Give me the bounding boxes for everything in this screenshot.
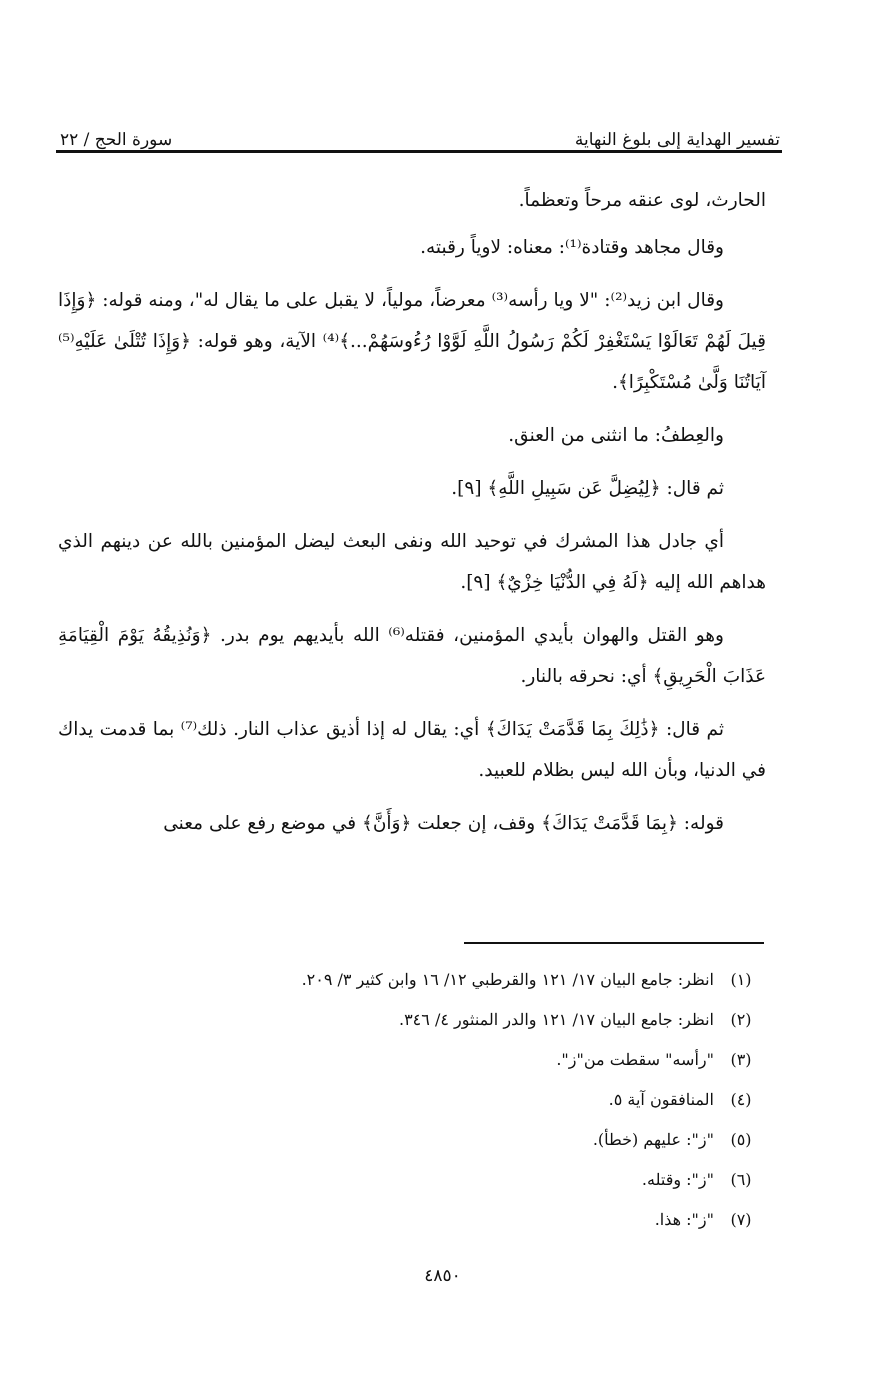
footnote-text: "رأسه" سقطت من"ز". [556, 1050, 714, 1069]
footnote [100, 1160, 768, 1200]
footnotes [100, 960, 768, 1240]
main-text [58, 180, 766, 856]
paragraph: والعِطفُ: ما انثنى من العنق. [508, 425, 724, 446]
footnote-number: (١) [730, 970, 752, 989]
footnote-text: انظر: جامع البيان ١٧/ ١٢١ والدر المنثور ٤/ ٣٤٦. [398, 1010, 714, 1029]
footnote [100, 1120, 768, 1160]
paragraph: أي جادل هذا المشرك في توحيد الله ونفى البعث ليضل المؤمنين بالله عن دينهم الذي هداهم الله إليه ﴿لَهُ فِي الدُّنْيَا خِزْيٌ﴾ [٩]. [58, 531, 766, 593]
surah-reference: سورة الحج / ٢٢ [60, 130, 173, 150]
footnote-number: (٥) [730, 1130, 752, 1149]
header-divider [56, 150, 782, 153]
footnote-divider [464, 942, 764, 944]
footnote-number: (٧) [730, 1210, 752, 1229]
footnote-text: "ز": وقتله. [641, 1170, 714, 1189]
paragraph: وقال ابن زيد⁽²⁾: "لا ويا رأسه⁽³⁾ معرضاً، مولياً، لا يقبل على ما يقال له"، ومنه قوله: ﴿وَإِذَا قِيلَ لَهُمْ تَعَالَوْا يَسْتَغْفِرْ لَكُمْ رَسُولُ اللَّهِ لَوَّوْا رُءُوسَهُمْ...﴾⁽⁴⁾ الآية، وهو قوله: ﴿وَإِذَا تُتْلَىٰ عَلَيْهِ⁽⁵⁾ آيَاتُنَا وَلَّىٰ مُسْتَكْبِرًا﴾. [58, 290, 766, 393]
footnote-text: المنافقون آية ٥. [608, 1090, 714, 1109]
paragraph: ثم قال: ﴿لِيُضِلَّ عَن سَبِيلِ اللَّهِ﴾ [٩]. [451, 478, 724, 499]
paragraph: قوله: ﴿بِمَا قَدَّمَتْ يَدَاكَ﴾ وقف، إن جعلت ﴿وَأَنَّ﴾ في موضع رفع على معنى [163, 813, 724, 834]
footnote-text: انظر: جامع البيان ١٧/ ١٢١ والقرطبي ١٢/ ١٦ وابن كثير ٣/ ٢٠٩. [301, 970, 714, 989]
footnote [100, 1080, 768, 1120]
book-title: تفسير الهداية إلى بلوغ النهاية [574, 130, 780, 150]
page-number: ٤٨٥٠ [424, 1266, 461, 1286]
footnote [100, 960, 768, 1000]
paragraph: الحارث، لوى عنقه مرحاً وتعظماً. [518, 190, 766, 211]
footnote-number: (٢) [730, 1010, 752, 1029]
footnote-number: (٤) [730, 1090, 752, 1109]
paragraph: وقال مجاهد وقتادة⁽¹⁾: معناه: لاوياً رقبته. [420, 237, 724, 258]
running-header [60, 113, 780, 149]
footnote [100, 1000, 768, 1040]
footnote-number: (٦) [730, 1170, 752, 1189]
footnote-number: (٣) [730, 1050, 752, 1069]
footnote-text: "ز": عليهم (خطأ). [592, 1130, 714, 1149]
paragraph: ثم قال: ﴿ذَٰلِكَ بِمَا قَدَّمَتْ يَدَاكَ﴾ أي: يقال له إذا أذيق عذاب النار. ذلك⁽⁷⁾ بما قدمت يداك في الدنيا، وبأن الله ليس بظلام للعبيد. [58, 719, 766, 781]
paragraph: وهو القتل والهوان بأيدي المؤمنين، فقتله⁽⁶⁾ الله بأيديهم يوم بدر. ﴿وَنُذِيقُهُ يَوْمَ الْقِيَامَةِ عَذَابَ الْحَرِيقِ﴾ أي: نحرقه بالنار. [58, 625, 766, 687]
footnote-text: "ز": هذا. [654, 1210, 714, 1229]
footnote [100, 1040, 768, 1080]
footnote [100, 1200, 768, 1240]
